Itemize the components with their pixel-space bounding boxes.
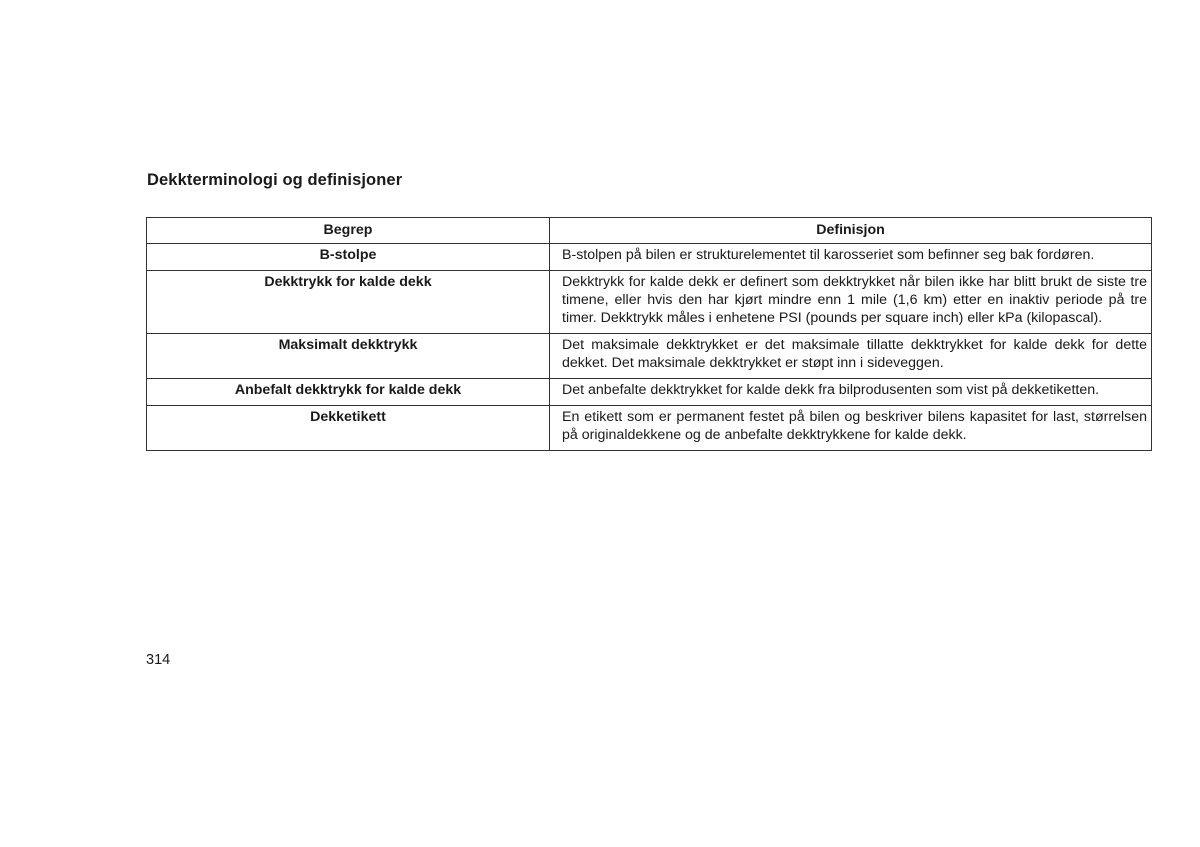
table-row — [147, 406, 1152, 451]
page-title: Dekkterminologi og definisjoner — [147, 171, 403, 189]
term-cell: Maksimalt dekktrykk — [147, 334, 550, 379]
definition-cell: En etikett som er permanent festet på bilen og beskriver bilens kapasitet for last, størrelsen på originaldekkene og de anbefalte dekktrykkene for kalde dekk. — [550, 406, 1152, 451]
page-number: 314 — [146, 652, 171, 668]
header-term: Begrep — [147, 218, 550, 244]
table-row — [147, 379, 1152, 406]
table-header-row — [147, 218, 1152, 244]
term-cell: Anbefalt dekktrykk for kalde dekk — [147, 379, 550, 406]
table-row — [147, 334, 1152, 379]
definition-cell: Det anbefalte dekktrykket for kalde dekk fra bilprodusenten som vist på dekketiketten. — [550, 379, 1152, 406]
term-cell: B-stolpe — [147, 244, 550, 271]
header-definition: Definisjon — [550, 218, 1152, 244]
term-cell: Dekketikett — [147, 406, 550, 451]
terminology-table — [146, 217, 1152, 451]
term-cell: Dekktrykk for kalde dekk — [147, 271, 550, 334]
definition-cell: Dekktrykk for kalde dekk er definert som dekktrykket når bilen ikke har blitt brukt de siste tre timene, eller hvis den har kjørt mindre enn 1 mile (1,6 km) etter en inaktiv periode på tre timer. Dekktrykk måles i enhetene PSI (pounds per square inch) eller kPa (kilopascal). — [550, 271, 1152, 334]
table-row — [147, 271, 1152, 334]
definition-cell: Det maksimale dekktrykket er det maksimale tillatte dekktrykket for kalde dekk for dette dekket. Det maksimale dekktrykket er støpt inn i sideveggen. — [550, 334, 1152, 379]
table-row — [147, 244, 1152, 271]
definition-cell: B-stolpen på bilen er strukturelementet til karosseriet som befinner seg bak fordøren. — [550, 244, 1152, 271]
